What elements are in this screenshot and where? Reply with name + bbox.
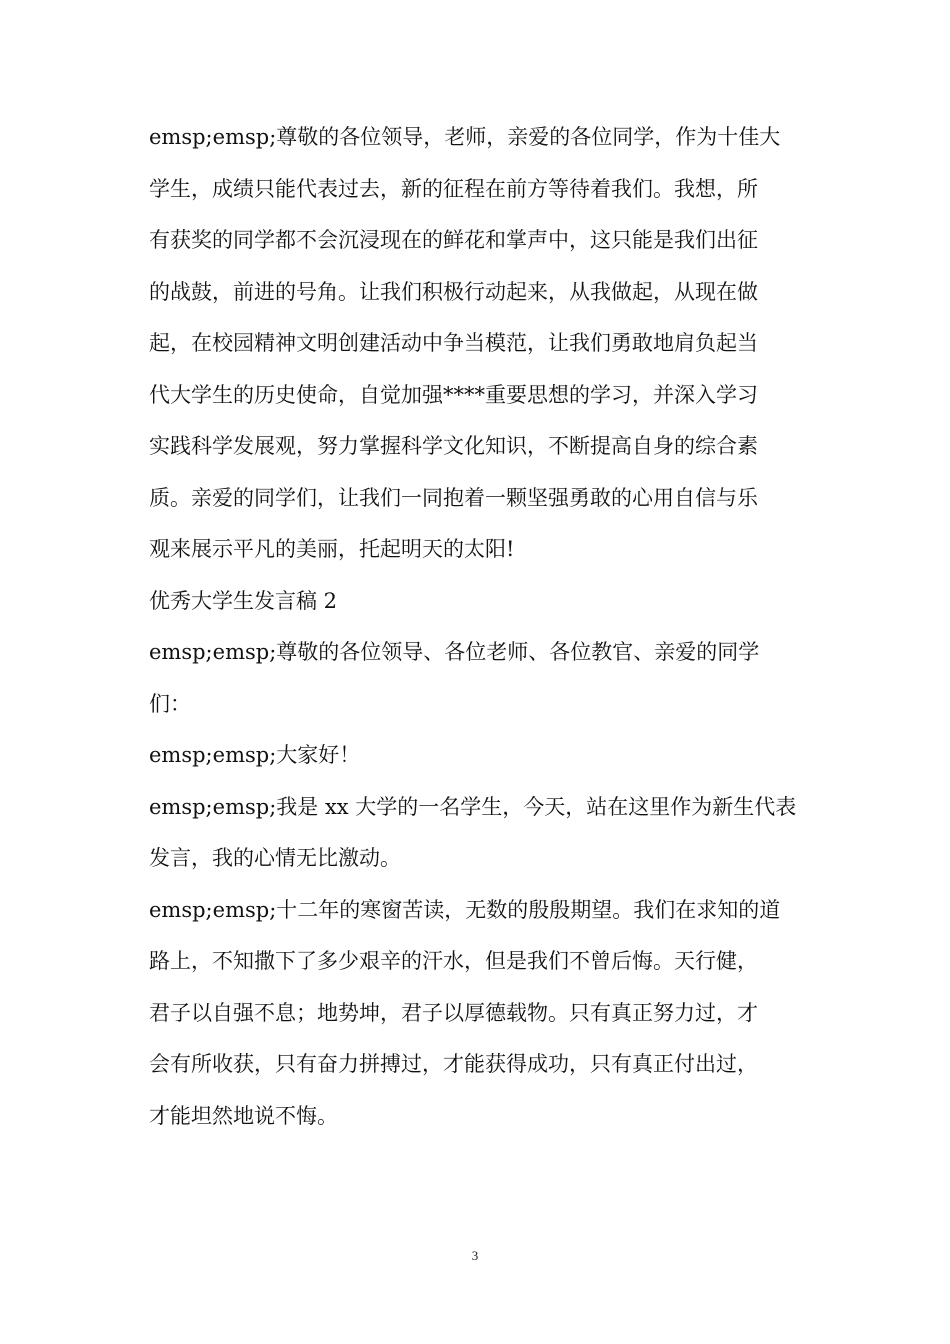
section-heading: 优秀大学生发言稿 2 <box>149 588 338 613</box>
text-line: 才能坦然地说不悔。 <box>149 1103 338 1128</box>
text-line: 质。亲爱的同学们，让我们一同抱着一颗坚强勇敢的心用自信与乐 <box>149 485 758 510</box>
text-line: 君子以自强不息；地势坤，君子以厚德载物。只有真正努力过，才 <box>149 1000 758 1025</box>
text-line: 实践科学发展观，努力掌握科学文化知识，不断提高自身的综合素 <box>149 434 758 458</box>
text-line: 观来展示平凡的美丽，托起明天的太阳! <box>149 537 515 561</box>
text-line: emsp;emsp;尊敬的各位领导，老师，亲爱的各位同学，作为十佳大 <box>149 125 781 149</box>
text-line: emsp;emsp;大家好！ <box>149 743 361 767</box>
text-line: emsp;emsp;我是 xx 大学的一名学生，今天，站在这里作为新生代表 <box>149 794 797 819</box>
text-line: 代大学生的历史使命，自觉加强****重要思想的学习，并深入学习 <box>149 382 758 407</box>
text-line: 会有所收获，只有奋力拼搏过，才能获得成功，只有真正付出过， <box>149 1052 758 1076</box>
text-line: 有获奖的同学都不会沉浸现在的鲜花和掌声中，这只能是我们出征 <box>149 228 758 252</box>
text-line: emsp;emsp;尊敬的各位领导、各位老师、各位教官、亲爱的同学 <box>149 640 760 664</box>
text-line: 路上，不知撒下了多少艰辛的汗水，但是我们不曾后悔。天行健， <box>149 949 758 973</box>
document-body <box>149 112 805 1142</box>
text-line: 起，在校园精神文明创建活动中争当模范，让我们勇敢地肩负起当 <box>149 331 758 355</box>
text-line: 们： <box>149 691 191 716</box>
page-number: 3 <box>471 1248 479 1263</box>
text-line: 的战鼓，前进的号角。让我们积极行动起来，从我做起，从现在做 <box>149 279 758 304</box>
text-line: emsp;emsp;十二年的寒窗苦读，无数的殷殷期望。我们在求知的道 <box>149 897 781 922</box>
text-line: 学生，成绩只能代表过去，新的征程在前方等待着我们。我想，所 <box>149 176 758 201</box>
text-line: 发言，我的心情无比激动。 <box>149 846 401 870</box>
